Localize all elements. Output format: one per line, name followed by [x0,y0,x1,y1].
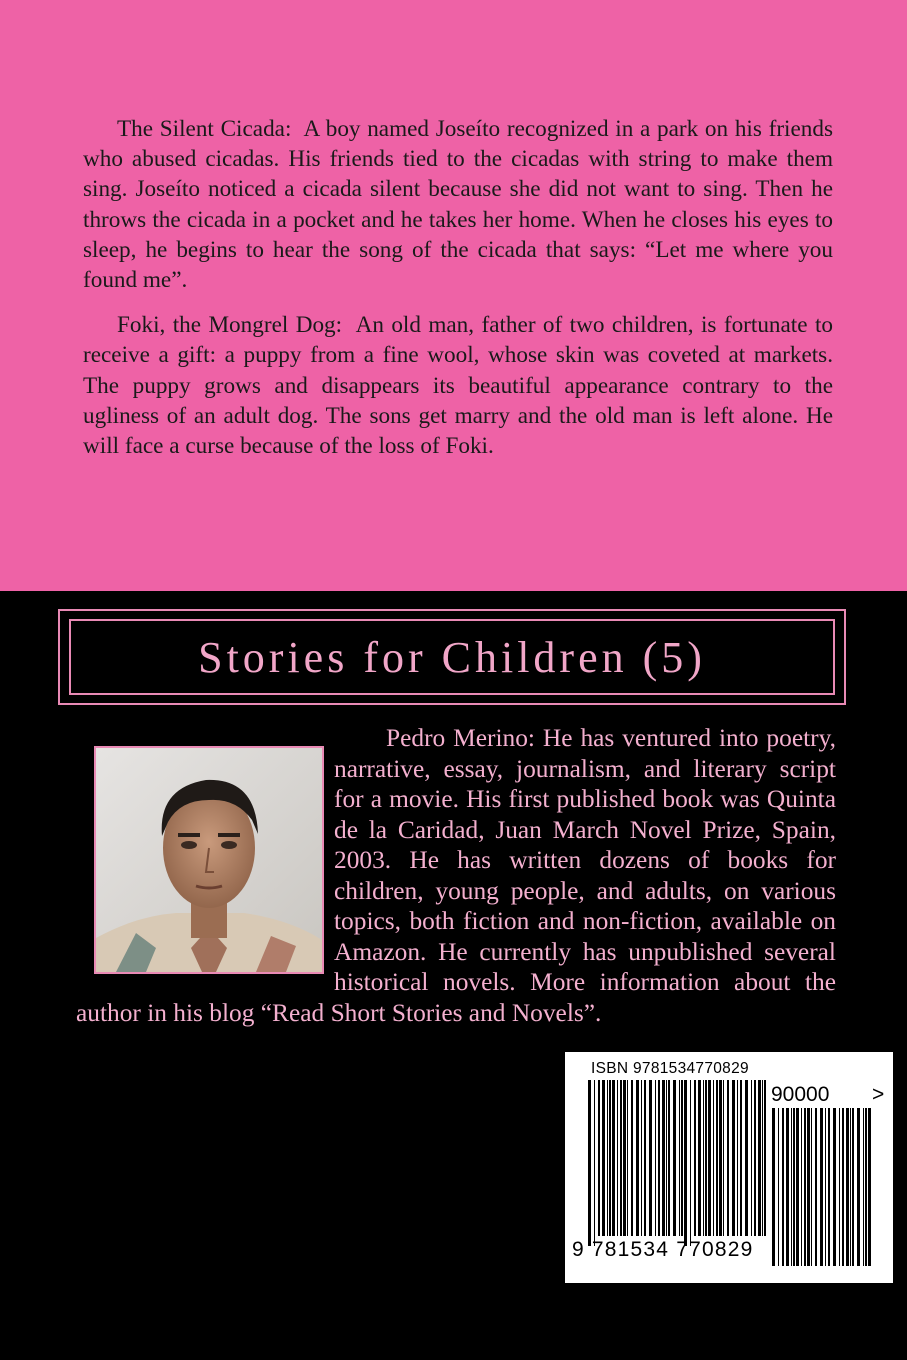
barcode-bar [758,1080,761,1236]
barcode-bar [602,1080,605,1236]
barcode-bar [598,1080,600,1236]
barcode-bar [679,1080,680,1236]
addon-barcode-icon [772,1108,874,1266]
ean-digits: 9 781534 770829 [572,1238,754,1261]
isbn-label: ISBN 9781534770829 [591,1060,749,1077]
barcode-bar [719,1080,722,1236]
barcode-bar [745,1080,748,1236]
barcode-bar [636,1080,639,1236]
barcode-bar [607,1080,608,1236]
barcode-bar [820,1108,823,1266]
barcode-bar [681,1080,683,1236]
barcode-bar [737,1080,738,1236]
barcode-bar [791,1108,792,1266]
barcode-bar [865,1108,867,1266]
barcode-bar [620,1080,622,1236]
barcode-bar [754,1080,756,1236]
barcode-bar [649,1080,652,1236]
barcode-bar [612,1080,615,1236]
barcode-bar [690,1080,691,1246]
barcode-bar [796,1108,799,1266]
barcode-bar [713,1080,714,1236]
barcode-bar [705,1080,707,1236]
barcode-bar [811,1108,812,1266]
barcode-bar [850,1108,851,1266]
barcode-bar [641,1080,642,1236]
barcode-bar [617,1080,618,1236]
barcode-bar [623,1080,626,1236]
barcode-bar [655,1080,656,1236]
barcode-bar [786,1108,789,1266]
barcode-bar [852,1108,854,1266]
barcode-bar [703,1080,704,1236]
story-2-title: Foki, the Mongrel Dog: [117,312,343,339]
barcode-bar [631,1080,633,1236]
barcode-bar [673,1080,676,1236]
barcode-bar [644,1080,646,1236]
barcode-bar [839,1108,840,1266]
barcode-bar [764,1080,766,1236]
barcode-bar [740,1080,742,1236]
barcode-bar [662,1080,665,1236]
story-2-text: An old man, father of two children, is fortunate to receive a gift: a puppy from a fine wool, whose skin was coveted at markets. The puppy grows and disappears its beautiful appearance contrary to the ugliness of an adult dog. The sons get marry and the old man is left alone. He will face a curse because of the loss of Foki. [83,312,833,460]
barcode-bar [782,1108,784,1266]
story-1-text: A boy named Joseíto recognized in a park on his friends who abused cicadas. His friends tied to the cicadas with string to make them sing. Joseíto noticed a cicada silent because she did not want to sing. Then he throws the cicada in a pocket and he takes her home. When he closes his eyes to sleep, he begins to hear the song of the cicada that says: “Let me where you found me”. [83,116,833,294]
barcode-bar [815,1108,817,1266]
barcode-bar [668,1080,670,1236]
title-frame-inner [69,619,835,695]
barcode-bar [762,1080,763,1236]
story-2-paragraph [83,310,833,461]
photo-spacer [76,723,334,971]
barcode-bar [846,1108,849,1266]
barcode-bar [828,1108,830,1266]
book-title: Stories for Children (5) [198,632,706,682]
barcode-bar [727,1080,729,1236]
barcode-bar [807,1108,810,1266]
story-1-title: The Silent Cicada: [117,116,292,142]
barcode-bar [732,1080,735,1236]
barcode-bar [868,1108,871,1266]
barcode-bar [825,1108,826,1266]
barcode-bar [594,1080,595,1246]
barcode-bar [804,1108,806,1266]
barcode-bar [716,1080,718,1236]
barcode-bar [857,1108,860,1266]
barcode-bar [609,1080,611,1236]
barcode-bar [801,1108,802,1266]
author-bio [76,723,836,1028]
story-1-paragraph [83,114,833,295]
barcode-bar [658,1080,660,1236]
barcode-bar [751,1080,752,1236]
barcode-bar [684,1080,687,1246]
barcode-bar [708,1080,711,1236]
barcode-bar [793,1108,795,1266]
author-bio-text: Pedro Merino: He has ventured into poetry, narrative, essay, journalism, and literary script for a movie. His first published book was Quinta de la Caridad, Juan March Novel Prize, Spain, 2003. He has written dozens of books for children, young people, and adults, on various topics, both fiction and non-fiction, available on Amazon. He currently has unpublished several historical novels. More information about the author in his blog “Read Short Stories and Novels”. [76,724,836,1027]
barcode-bar [627,1080,628,1236]
barcode-bar [588,1080,591,1246]
barcode-bar [694,1080,696,1236]
barcode-icon [588,1080,766,1248]
barcode-bar [666,1080,667,1236]
barcode-bar [833,1108,836,1266]
barcode-bar [723,1080,724,1236]
synopsis [83,114,833,476]
barcode-bar [698,1080,701,1236]
barcode-bar [842,1108,844,1266]
price-code: 90000 [771,1083,830,1106]
price-arrow: > [872,1083,885,1106]
barcode-bar [772,1108,775,1266]
barcode-bar [863,1108,864,1266]
barcode-bar [778,1108,779,1266]
